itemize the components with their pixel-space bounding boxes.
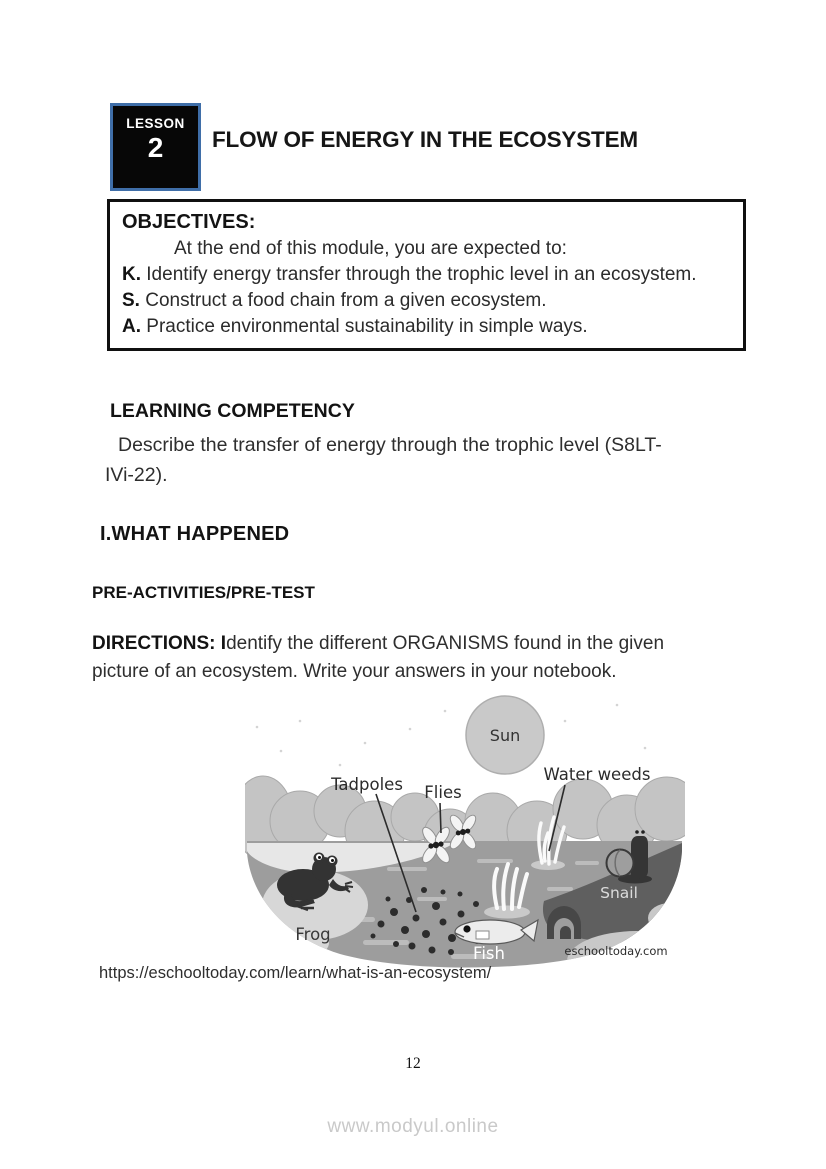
lesson-badge-label: LESSON [126,116,185,131]
snail-label: Snail [600,884,638,902]
tadpoles-label: Tadpoles [331,775,403,794]
water-weeds-label: Water weeds [543,765,651,784]
objective-prefix: K. [122,264,141,285]
objective-prefix: A. [122,316,141,337]
objective-text: Practice environmental sustainability in simple ways. [141,316,588,337]
ecosystem-figure [245,693,685,968]
learning-competency-heading: LEARNING COMPETENCY [110,400,355,422]
fish-label: Fish [473,944,505,963]
objectives-heading: OBJECTIVES: [122,211,256,233]
flies-label: Flies [424,783,462,802]
directions-paragraph [92,630,692,686]
directions-prefix: DIRECTIONS: I [92,633,227,654]
ecosystem-illustration [245,693,685,968]
site-watermark: www.modyul.online [327,1116,499,1137]
objective-text: Identify energy transfer through the trophic level in an ecosystem. [141,264,697,285]
objective-item-attitude [122,314,731,340]
section-heading-what-happened: I.WHAT HAPPENED [100,523,290,545]
sun-label: Sun [489,726,521,745]
page-title: FLOW OF ENERGY IN THE ECOSYSTEM [212,127,638,152]
directions-text: dentify the different ORGANISMS found in the given picture of an ecosystem. Write your answers in your notebook. [92,633,665,682]
frog-label: Frog [295,925,331,944]
objectives-box [107,199,746,351]
objective-item-knowledge [122,262,731,288]
objective-prefix: S. [122,290,140,311]
sun-illustration [466,696,544,774]
figure-source-url: https://eschooltoday.com/learn/what-is-an-ecosystem/ [99,964,492,982]
objective-text: Construct a food chain from a given ecosystem. [139,290,547,311]
lesson-badge-number: 2 [147,132,164,163]
page-number: 12 [405,1055,421,1072]
objectives-intro: At the end of this module, you are expected to: [174,238,567,259]
learning-competency-body: Describe the transfer of energy through the trophic level (S8LT-IVi-22). [105,434,662,486]
lesson-badge [110,103,201,191]
objective-item-skill [122,288,731,314]
figure-credit: eschooltoday.com [564,944,668,958]
subsection-heading-pre-activities: PRE-ACTIVITIES/PRE-TEST [92,583,315,602]
